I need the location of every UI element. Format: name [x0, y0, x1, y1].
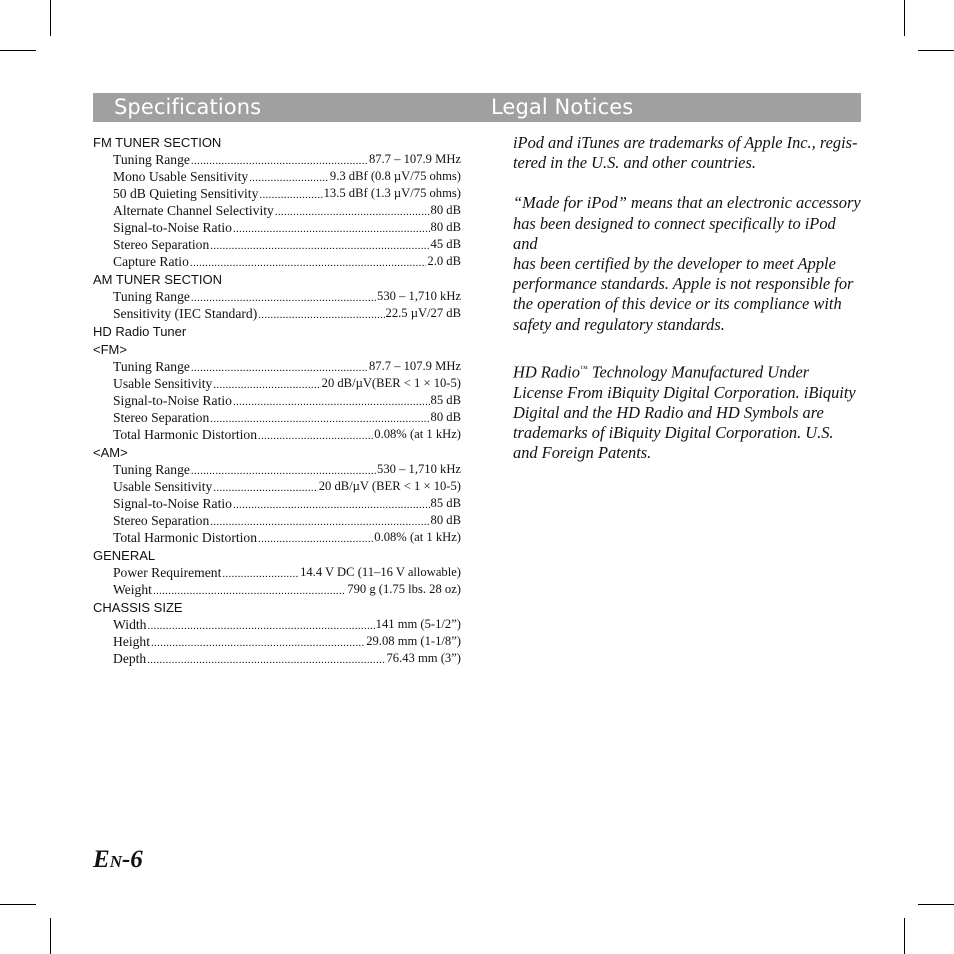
spec-label: Signal-to-Noise Ratio: [113, 393, 232, 408]
spec-label: Height: [113, 634, 150, 649]
spec-value: 2.0 dB: [427, 254, 461, 268]
spec-row: [93, 616, 461, 633]
spec-row: [93, 151, 461, 168]
hd-radio-term: HD Radio: [513, 362, 580, 382]
spec-row: [93, 461, 461, 478]
spec-row: [93, 288, 461, 305]
hd-am-subtitle: <AM>: [93, 445, 128, 460]
leader-dots: [191, 291, 376, 305]
legal-paragraph-hd-radio: [513, 359, 863, 463]
leader-dots: [153, 584, 346, 598]
spec-value: 80 dB: [430, 220, 461, 234]
leader-dots: [213, 481, 317, 495]
spec-row: [93, 495, 461, 512]
leader-dots: [233, 498, 430, 512]
fm-tuner-section-title: FM TUNER SECTION: [93, 135, 222, 150]
spec-label: Usable Sensitivity: [113, 376, 213, 391]
spec-value: 790 g (1.75 lbs. 28 oz): [347, 582, 461, 596]
spec-label: Signal-to-Noise Ratio: [113, 220, 232, 235]
crop-mark: [918, 904, 954, 905]
leader-dots: [233, 222, 430, 236]
spec-row: [93, 253, 461, 270]
spec-row: [93, 375, 461, 392]
spec-label: Depth: [113, 651, 147, 666]
spec-label: Width: [113, 617, 147, 632]
spec-row: [93, 219, 461, 236]
spec-row: [93, 564, 461, 581]
spec-row: [93, 581, 461, 598]
crop-mark: [918, 50, 954, 51]
spec-row: [93, 168, 461, 185]
chassis-size-rows: [93, 616, 461, 667]
legal-paragraph-made-for-ipod: “Made for iPod” means that an electronic accessory has been designed to connect specifically to iPod and has been certified by the developer to meet Apple performance standards. Apple is not responsible for the operation of this device or its compliance with safety and regulatory standards.: [513, 193, 861, 334]
spec-row: [93, 358, 461, 375]
spec-label: Signal-to-Noise Ratio: [113, 496, 232, 511]
spec-value: 80 dB: [430, 410, 461, 424]
am-tuner-rows: [93, 288, 461, 322]
page-number-digits: -6: [121, 846, 143, 873]
spec-label: Weight: [113, 582, 152, 597]
spec-value: 14.4 V DC (11–16 V allowable): [300, 565, 461, 579]
spec-row: [93, 236, 461, 253]
am-tuner-section-title: AM TUNER SECTION: [93, 272, 223, 287]
leader-dots: [210, 412, 429, 426]
chassis-size-section-title: CHASSIS SIZE: [93, 600, 183, 615]
spec-label: Stereo Separation: [113, 237, 210, 252]
hd-fm-subtitle: <FM>: [93, 342, 127, 357]
spec-label: Tuning Range: [113, 359, 190, 374]
spec-label: Power Requirement: [113, 565, 222, 580]
spec-label: Mono Usable Sensitivity: [113, 169, 249, 184]
trademark-symbol: ™: [579, 363, 588, 373]
leader-dots: [258, 532, 373, 546]
spec-row: [93, 633, 461, 650]
leader-dots: [258, 308, 384, 322]
leader-dots: [249, 171, 329, 185]
spec-row: [93, 202, 461, 219]
spec-label: Sensitivity (IEC Standard): [113, 306, 258, 321]
general-rows: [93, 564, 461, 598]
hd-fm-rows: [93, 358, 461, 443]
spec-value: 87.7 – 107.9 MHz: [369, 152, 461, 166]
spec-label: Alternate Channel Selectivity: [113, 203, 274, 218]
leader-dots: [147, 619, 374, 633]
leader-dots: [210, 515, 429, 529]
spec-label: 50 dB Quieting Sensitivity: [113, 186, 259, 201]
spec-value: 45 dB: [430, 237, 461, 251]
leader-dots: [191, 464, 376, 478]
leader-dots: [191, 361, 368, 375]
specifications-list: [93, 133, 461, 667]
spec-value: 530 – 1,710 kHz: [377, 289, 461, 303]
spec-value: 87.7 – 107.9 MHz: [369, 359, 461, 373]
general-section-title: GENERAL: [93, 548, 156, 563]
page-number: [93, 846, 143, 874]
spec-value: 80 dB: [430, 203, 461, 217]
hd-radio-text: Technology Manufactured Under License From iBiquity Digital Corporation. iBiquity Digital and the HD Radio and HD Symbols are trademarks of iBiquity Digital Corporation. U.S. and Foreign Patents.: [513, 362, 856, 463]
spec-value: 13.5 dBf (1.3 µV/75 ohms): [323, 186, 461, 200]
spec-label: Stereo Separation: [113, 410, 210, 425]
spec-value: 0.08% (at 1 kHz): [374, 427, 461, 441]
spec-value: 530 – 1,710 kHz: [377, 462, 461, 476]
spec-value: 9.3 dBf (0.8 µV/75 ohms): [329, 169, 461, 183]
leader-dots: [213, 378, 320, 392]
leader-dots: [233, 395, 430, 409]
leader-dots: [190, 256, 427, 270]
spec-row: [93, 185, 461, 202]
spec-row: [93, 478, 461, 495]
spec-value: 141 mm (5-1/2”): [375, 617, 461, 631]
leader-dots: [147, 653, 385, 667]
specifications-heading: Specifications: [114, 95, 262, 119]
spec-label: Total Harmonic Distortion: [113, 427, 258, 442]
spec-value: 20 dB/µV (BER < 1 × 10-5): [318, 479, 461, 493]
leader-dots: [259, 188, 322, 202]
spec-row: [93, 392, 461, 409]
spec-label: Stereo Separation: [113, 513, 210, 528]
crop-mark: [904, 918, 905, 954]
hd-radio-section-title: HD Radio Tuner: [93, 324, 187, 339]
crop-mark: [0, 50, 36, 51]
spec-label: Tuning Range: [113, 152, 190, 167]
spec-value: 76.43 mm (3”): [386, 651, 461, 665]
spec-row: [93, 426, 461, 443]
leader-dots: [258, 429, 373, 443]
spec-row: [93, 529, 461, 546]
leader-dots: [222, 567, 299, 581]
fm-tuner-rows: [93, 151, 461, 270]
spec-value: 80 dB: [430, 513, 461, 527]
spec-label: Usable Sensitivity: [113, 479, 213, 494]
hd-am-rows: [93, 461, 461, 546]
crop-mark: [50, 0, 51, 36]
legal-notices-heading: Legal Notices: [491, 95, 634, 119]
crop-mark: [50, 918, 51, 954]
crop-mark: [904, 0, 905, 36]
legal-notices-text: [513, 133, 863, 463]
spec-label: Tuning Range: [113, 462, 190, 477]
page-number-letter: E: [93, 846, 110, 873]
page-number-small-letter: N: [109, 852, 122, 871]
spec-value: 85 dB: [430, 393, 461, 407]
leader-dots: [275, 205, 430, 219]
spec-value: 0.08% (at 1 kHz): [374, 530, 461, 544]
spec-value: 85 dB: [430, 496, 461, 510]
crop-mark: [0, 904, 36, 905]
leader-dots: [210, 239, 429, 253]
spec-label: Tuning Range: [113, 289, 190, 304]
legal-paragraph-itunes: iPod and iTunes are trademarks of Apple Inc., regis- tered in the U.S. and other countries.: [513, 133, 858, 173]
spec-row: [93, 409, 461, 426]
spec-value: 22.5 µV/27 dB: [385, 306, 461, 320]
leader-dots: [151, 636, 365, 650]
spec-value: 29.08 mm (1-1/8”): [366, 634, 461, 648]
spec-row: [93, 650, 461, 667]
spec-value: 20 dB/µV(BER < 1 × 10-5): [321, 376, 461, 390]
leader-dots: [191, 154, 368, 168]
spec-label: Capture Ratio: [113, 254, 189, 269]
spec-row: [93, 512, 461, 529]
spec-label: Total Harmonic Distortion: [113, 530, 258, 545]
spec-row: [93, 305, 461, 322]
